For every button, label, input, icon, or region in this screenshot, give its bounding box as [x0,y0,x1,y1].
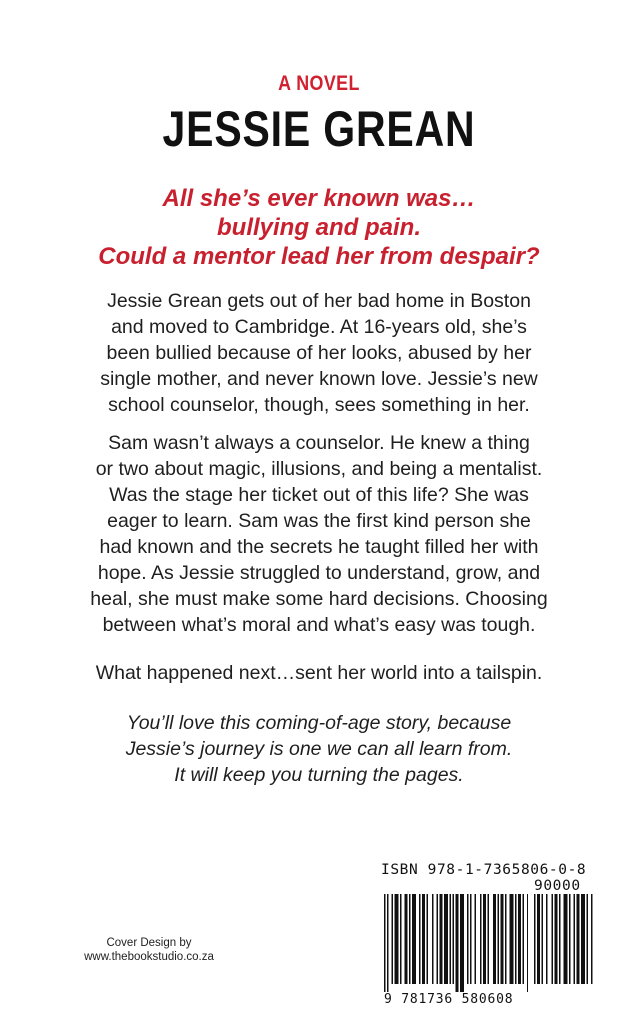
text-line: eager to learn. Sam was the first kind person she [107,510,531,532]
text-line: heal, she must make some hard decisions. Choosing [90,588,548,610]
text-line: hope. As Jessie struggled to understand, grow, and [97,562,541,584]
book-title: JESSIE GREAN [162,101,476,157]
barcode-icon [384,894,528,994]
tagline-line: All she’s ever known was… [162,185,476,212]
text-line: It will keep you turning the pages. [174,764,464,786]
text-line: and moved to Cambridge. At 16-years old, she’s [111,316,527,338]
text-line: school counselor, though, sees something in her. [108,394,530,416]
text-line: had known and the secrets he taught filled her with [99,536,539,558]
text-line: You’ll love this coming-of-age story, because [126,712,512,734]
text-line: or two about magic, illusions, and being a mentalist. [95,458,543,480]
ean-number: 9 781736 580608 [384,992,514,1007]
text-line: between what’s moral and what’s easy was tough. [102,614,536,636]
text-line: Jessie’s journey is one we can all learn from. [125,738,513,760]
credit-line: Cover Design by [106,937,192,949]
tagline [0,184,638,271]
tagline-line: bullying and pain. [217,214,421,241]
synopsis-paragraph-3 [40,660,598,686]
price-barcode-icon [534,894,600,994]
text-line: single mother, and never known love. Jessie’s new [100,368,538,390]
text-line: Sam wasn’t always a counselor. He knew a thing [108,432,530,454]
credit-line: www.thebookstudio.co.za [84,951,214,963]
price-code: 90000 [534,878,581,894]
cover-design-credit [66,936,232,964]
synopsis-paragraph-1 [40,288,598,418]
synopsis-paragraph-2 [40,430,598,638]
endorsement [40,710,598,788]
text-line: What happened next…sent her world into a tailspin. [95,662,543,684]
pretitle: A NOVEL [278,72,360,95]
isbn-label: ISBN 978-1-7365806-0-8 [381,862,587,878]
tagline-line: Could a mentor lead her from despair? [98,243,540,270]
text-line: Jessie Grean gets out of her bad home in Boston [107,290,531,312]
text-line: been bullied because of her looks, abused by her [106,342,532,364]
text-line: Was the stage her ticket out of this life? She was [109,484,529,506]
